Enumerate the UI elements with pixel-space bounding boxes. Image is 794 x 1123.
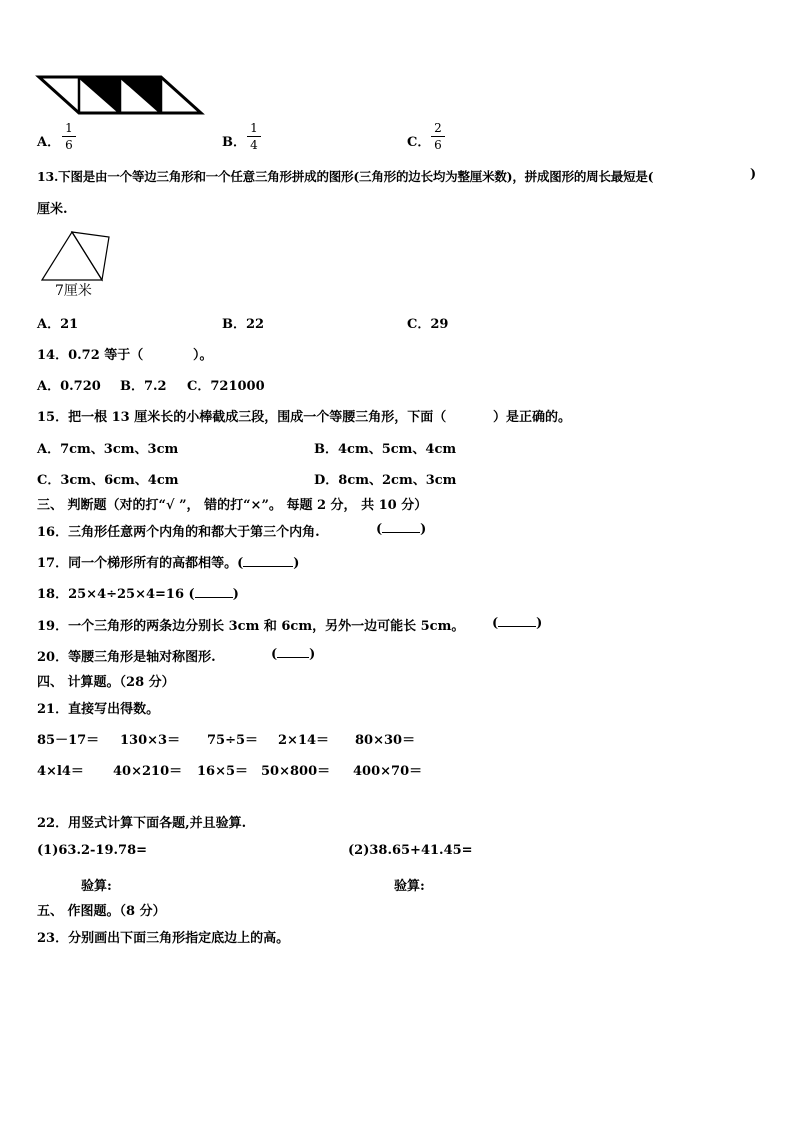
q13-option-a: A．21 — [37, 317, 79, 332]
q12-option-c-fraction — [431, 121, 445, 152]
q17-text: 17．同一个梯形所有的高都相等。( — [37, 556, 244, 571]
q18-paren-close: ) — [232, 587, 239, 602]
q21-item: 16×5＝ — [197, 764, 249, 779]
q20-blank-line — [277, 646, 309, 658]
q12-option-c-denominator: 6 — [434, 138, 442, 152]
q13-stem-line1: 13.下图是由一个等边三角形和一个任意三角形拼成的图形(三角形的边长均为整厘米数)，拼成图形的周长最短是( — [37, 169, 654, 184]
q14-option-a: A．0.720 — [37, 379, 101, 394]
q12-option-b-denominator: 4 — [250, 138, 258, 152]
q21-item: 85－17＝ — [37, 733, 100, 748]
q16-paren-open: ( — [376, 522, 383, 537]
q19-paren-close: ) — [536, 616, 543, 631]
q12-option-a-denominator: 6 — [65, 138, 73, 152]
q13-arbitrary-triangle — [72, 232, 109, 280]
q20-paren-open: ( — [271, 647, 278, 662]
q13-option-b: B．22 — [222, 317, 265, 332]
q13-paren-close: ) — [750, 167, 757, 182]
q14-option-c: C．721000 — [187, 379, 265, 394]
q15-stem: 15．把一根 13 厘米长的小棒截成三段，围成一个等腰三角形，下面（ — [37, 410, 447, 425]
q18-text: 18．25×4÷25×4=16 ( — [37, 587, 195, 602]
q14-option-b: B．7.2 — [120, 379, 167, 394]
q22-check-label-1: 验算: — [81, 879, 112, 894]
q13-equilateral-triangle — [42, 232, 102, 280]
q21-stem: 21．直接写出得数。 — [37, 702, 160, 717]
q21-item: 400×70＝ — [353, 764, 423, 779]
q20-text: 20．等腰三角形是轴对称图形. — [37, 650, 216, 665]
q14-stem-end: ）。 — [193, 348, 213, 363]
q13-option-c: C．29 — [407, 317, 449, 332]
q21-item: 4×l4＝ — [37, 764, 84, 779]
q21-item: 50×800＝ — [261, 764, 331, 779]
q22-check-label-2: 验算: — [394, 879, 425, 894]
section3-title: 三、 判断题（对的打“√ ”， 错的打“×”。 每题 2 分， 共 10 分） — [37, 498, 428, 513]
q12-option-c-numerator: 2 — [431, 121, 445, 137]
q23-stem: 23．分别画出下面三角形指定底边上的高。 — [37, 931, 290, 946]
q17-paren-close: ) — [293, 556, 300, 571]
q22-stem: 22．用竖式计算下面各题,并且验算. — [37, 816, 247, 831]
q16-blank-line — [382, 521, 420, 533]
q21-item: 40×210＝ — [113, 764, 183, 779]
q15-option-b: B．4cm、5cm、4cm — [314, 442, 457, 457]
q12-option-b-numerator: 1 — [247, 121, 261, 137]
q19-paren-open: ( — [492, 616, 499, 631]
q13-figure-label: 7厘米 — [55, 283, 92, 299]
q16-answer-blank[interactable] — [376, 521, 426, 537]
q17-answer-blank[interactable] — [37, 552, 299, 571]
q16-paren-close: ) — [420, 522, 427, 537]
q15-option-c: C．3cm、6cm、4cm — [37, 473, 179, 488]
q14-stem: 14．0.72 等于（ — [37, 348, 144, 363]
q21-item: 75÷5＝ — [207, 733, 259, 748]
q22-part2: (2)38.65+41.45= — [348, 843, 473, 858]
q22-part1: (1)63.2-19.78= — [37, 843, 148, 858]
q19-text: 19．一个三角形的两条边分别长 3cm 和 6cm，另外一边可能长 5cm。 — [37, 619, 465, 634]
q21-item: 130×3＝ — [120, 733, 181, 748]
q18-blank-line — [195, 586, 233, 598]
q12-option-c-letter: C． — [407, 135, 431, 150]
q21-item: 2×14＝ — [278, 733, 330, 748]
q12-option-b-fraction — [247, 121, 261, 152]
q20-answer-blank[interactable] — [271, 646, 315, 662]
q12-option-a-letter: A． — [37, 135, 61, 150]
q13-stem-line2: 厘米. — [37, 202, 68, 217]
q15-option-d: D．8cm、2cm、3cm — [314, 473, 457, 488]
q19-answer-blank[interactable] — [492, 615, 542, 631]
q20-paren-close: ) — [309, 647, 316, 662]
q12-parallelogram-figure — [36, 73, 206, 118]
q19-blank-line — [498, 615, 536, 627]
section4-title: 四、 计算题。（28 分） — [37, 675, 175, 690]
q12-option-a-fraction — [62, 121, 76, 152]
q16-text: 16．三角形任意两个内角的和都大于第三个内角. — [37, 525, 320, 540]
section5-title: 五、 作图题。（8 分） — [37, 904, 166, 919]
q12-option-b-letter: B． — [222, 135, 246, 150]
q15-stem-end: ）是正确的。 — [493, 410, 572, 425]
q17-blank-line — [243, 555, 293, 567]
q18-answer-blank[interactable] — [37, 583, 239, 602]
q12-option-a-numerator: 1 — [62, 121, 76, 137]
q21-item: 80×30＝ — [355, 733, 416, 748]
q15-option-a: A．7cm、3cm、3cm — [37, 442, 179, 457]
